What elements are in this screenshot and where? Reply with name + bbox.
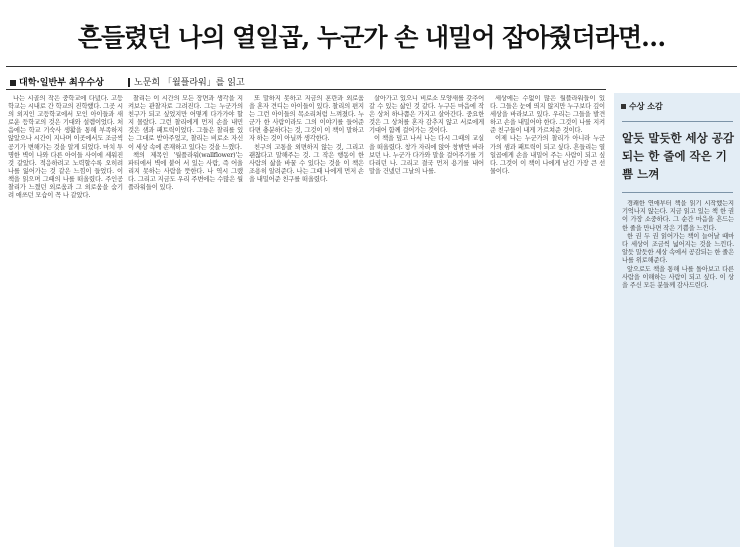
article-column-2	[128, 95, 243, 541]
article-column-1	[8, 95, 123, 541]
subtitle-text: 노문희 「월플라워」를 읽고	[134, 78, 245, 88]
sidebar-body	[622, 200, 734, 540]
paragraph: 한 권 두 권 읽어가는 책이 늘어날 때마다 세상이 조금씩 넓어지는 것을 느낀다. 알듯 말듯한 세상 속에서 공감되는 한 줄은 나를 위로해준다.	[622, 232, 734, 265]
sidebar-box	[614, 93, 740, 547]
paragraph: 앞으로도 책을 통해 나를 돌아보고 다른 사람을 이해하는 사람이 되고 싶다. 이 상을 주신 모든 분들께 감사드린다.	[622, 265, 734, 290]
sidebar-rule-top	[622, 121, 733, 122]
award-text: 대학·일반부 최우수상	[19, 78, 104, 88]
article-subtitle	[128, 75, 245, 88]
headline: 흔들렸던 나의 열일곱, 누군가 손 내밀어 잡아줬더라면…	[77, 23, 666, 52]
paragraph: 세상에는 수없이 많은 월플라워들이 있다. 그들은 눈에 띄지 않지만 누구보다 깊이 세상을 바라보고 있다. 우리는 그들을 발견하고 손을 내밀어야 한다. 그것이 나를 지켜준 친구들이 내게 가르쳐준 것이다.	[490, 95, 605, 135]
article-column-4	[369, 95, 484, 541]
sidebar-rule-bottom	[622, 192, 733, 193]
article-column-5	[490, 95, 605, 541]
sidebar-label-text: 수상 소감	[629, 102, 663, 111]
sidebar-title: 알듯 말듯한 세상 공감되는 한 줄에 작은 기쁨 느껴	[622, 131, 734, 181]
article-column-3	[249, 95, 364, 541]
top-rule	[6, 66, 737, 67]
sidebar-label	[621, 101, 663, 112]
paragraph: 이제 나는 누군가의 찰리가 아니라 누군가의 샘과 패트릭이 되고 싶다. 흔들리는 열일곱에게 손을 내밀어 주는 사람이 되고 싶다. 그것이 이 책이 나에게 남긴 가장 큰 선물이다.	[490, 135, 605, 175]
square-bullet-icon	[10, 80, 16, 86]
paragraph: 살아가고 있으니 비로소 모양새를 갖추어 갈 수 있는 삶인 것 같다. 누구든 마음에 작은 상처 하나쯤은 가지고 살아간다. 중요한 것은 그 상처를 혼자 감추지 않고 서로에게 기대어 함께 걸어가는 것이다.	[369, 95, 484, 135]
paragraph: 이 책을 덮고 나서 나는 다시 그때의 교실을 떠올렸다. 창가 자리에 앉아 창밖만 바라보던 나. 누군가 다가와 말을 걸어주기를 기다리던 나. 그리고 결국 먼저 용기를 내어 말을 건넸던 그날의 나를.	[369, 135, 484, 175]
paragraph: 친구의 고통을 외면하지 않는 것, 그리고 괜찮다고 말해주는 것. 그 작은 행동이 한 사람의 삶을 바꿀 수 있다는 것을 이 책은 조용히 알려준다. 나는 그때 나에게 먼저 손을 내밀어준 친구를 떠올렸다.	[249, 143, 364, 183]
award-label	[10, 75, 104, 88]
bar-bullet-icon	[128, 78, 130, 87]
section-rule	[6, 89, 606, 90]
paragraph: 경쾌한 연애부터 책을 읽기 시작했는지 기억나지 않는다. 지금 읽고 있는 책 한 권이 가장 소중하다. 그 순간 마음을 흔드는 한 줄을 만나면 작은 기쁨을 느낀다.	[622, 200, 734, 232]
paragraph: 또 말하지 못하고 지금의 혼란과 외로움을 혼자 견디는 아이들이 있다. 찰리의 편지는 그런 아이들의 목소리처럼 느껴졌다. 누군가 한 사람이라도 그의 이야기를 들어준다면 충분하다는 것, 그것이 이 책이 말하고자 하는 것이 아닐까 생각한다.	[249, 95, 364, 143]
paragraph: 나는 시골의 작은 중학교에 다녔다. 고등학교는 시내로 간 학교의 진학했다. 그곳 시의 외지인 고등학교에서 모인 아이들과 새로운 등학교의 것은 기대와 설렘이었다. 처음에는 학교 기숙사 생활을 통해 부족하지 않았으나 시간이 지나며 이곳에서도 조금씩 공기가 변해가는 것을 알게 되었다. 마치 투명한 벽이 나와 다른 아이들 사이에 세워진 것 같았다. 적응하려고 노력할수록 오히려 나를 잃어가는 것 같은 느낌이 들었다. 이 책을 읽으며 그때의 나를 떠올렸다. 주인공 찰리가 느꼈던 외로움과 그 외로움을 숨기려 애쓰던 모습이 꼭 나 같았다.	[8, 95, 123, 200]
paragraph: 책의 제목인 '월플라워(wallflower)'는 파티에서 벽에 붙어 서 있는 사람, 즉 어울리지 못하는 사람을 뜻한다. 나 역시 그랬다. 그리고 지금도 우리 주변에는 수많은 월플라워들이 있다.	[128, 151, 243, 192]
paragraph: 찰리는 이 시간의 모든 장면과 생각을 지켜보는 관찰자로 그려진다. 그는 누군가의 친구가 되고 싶었지만 어떻게 다가가야 할지 몰랐다. 그런 찰리에게 먼저 손을 내민 것은 샘과 패트릭이었다. 그들은 찰리를 있는 그대로 받아주었고, 찰리는 비로소 자신이 세상 속에 존재하고 있다는 것을 느꼈다.	[128, 95, 243, 151]
square-bullet-icon	[621, 104, 626, 109]
